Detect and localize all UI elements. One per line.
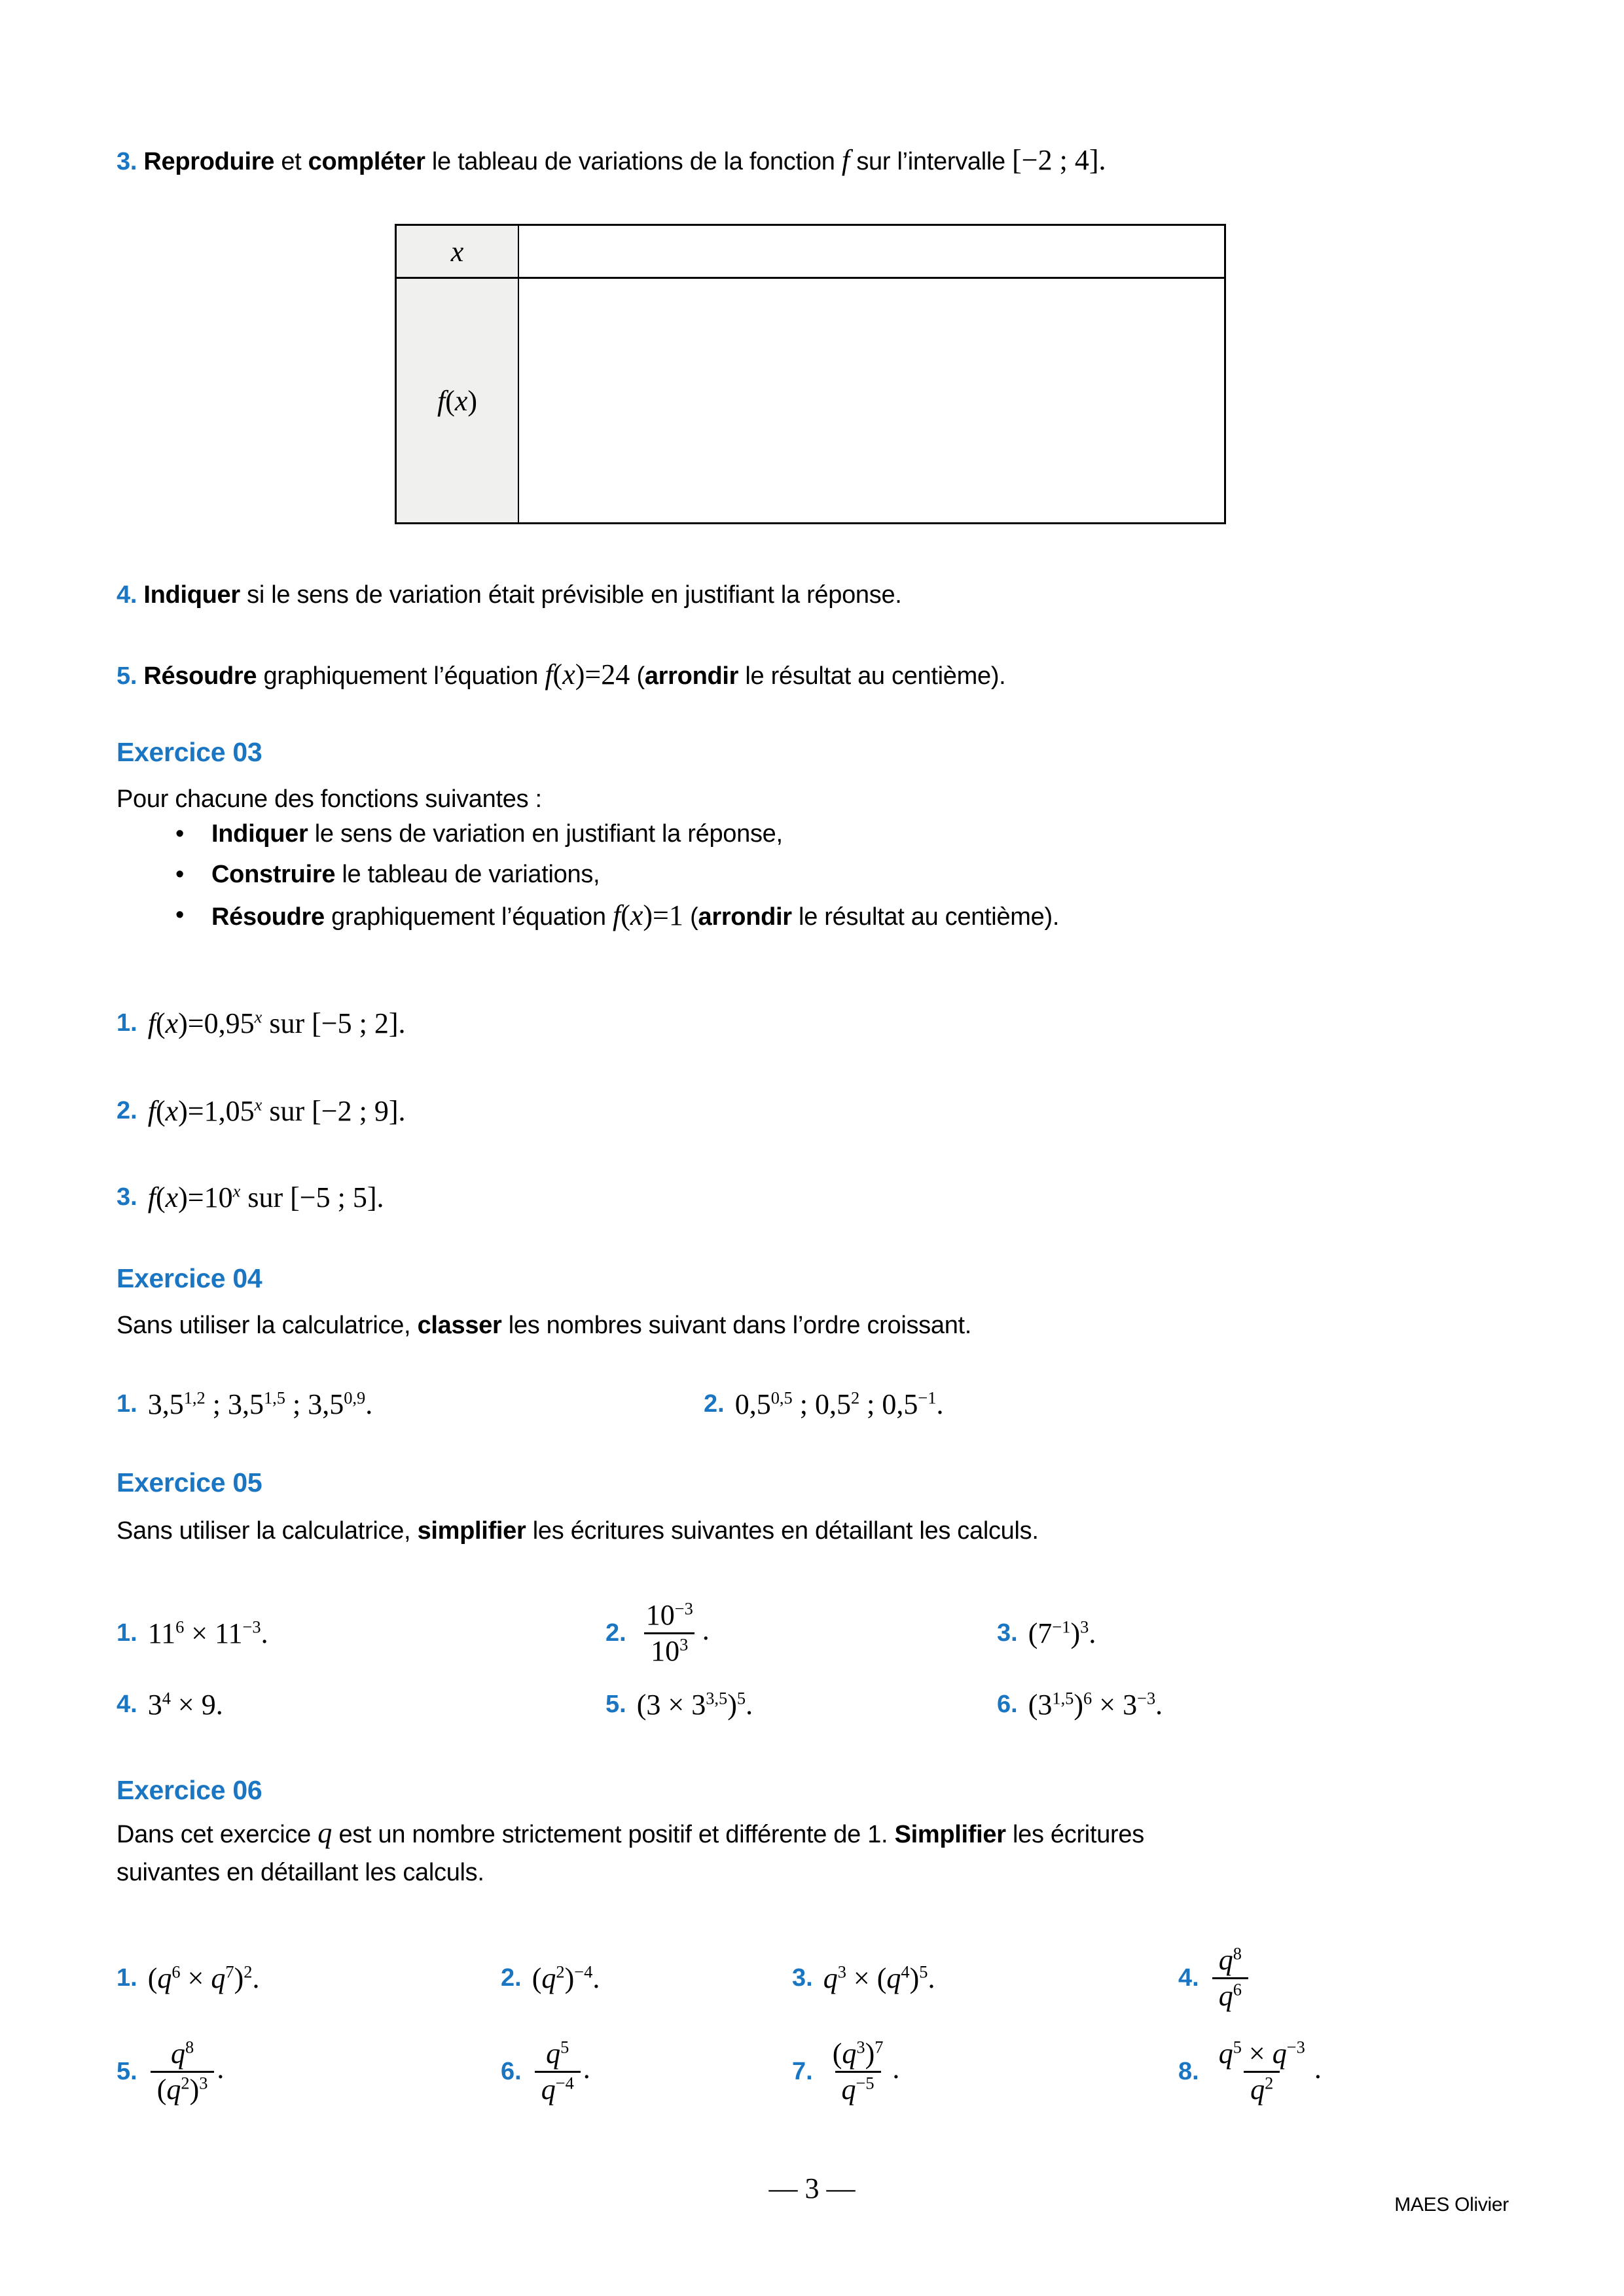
- ex05-item-3: [997, 1587, 1096, 1679]
- item-expression: $q^3 \times (q^4)^5$.: [823, 1961, 935, 1994]
- variation-table: [395, 224, 1226, 524]
- ex03-intro: Pour chacune des fonctions suivantes :: [117, 785, 542, 813]
- ex06-title: Exercice 06: [117, 1775, 262, 1805]
- table-row-fx: [397, 279, 1224, 522]
- bullet-text: • Indiquer le sens de variation en justifiant la réponse,: [211, 819, 783, 848]
- ex04-title: Exercice 04: [117, 1263, 262, 1293]
- item-number: 1.: [117, 1964, 137, 1992]
- item-number: 1.: [117, 1390, 137, 1418]
- table-fx-label: f(x): [397, 279, 519, 522]
- ex06-item-7: [792, 2026, 899, 2117]
- ex06-item-4: [1178, 1932, 1251, 2024]
- item-expression: $\frac{(q^3)^7}{q^{-5}}$ .: [832, 2037, 900, 2106]
- ex04-item-1: [117, 1382, 372, 1426]
- table-row-x: [397, 226, 1224, 279]
- item-expression: $(q^2)^{-4}$.: [532, 1961, 600, 1994]
- item-number: 4.: [117, 1690, 137, 1718]
- item-number: 1.: [117, 1619, 137, 1647]
- item-number: 3.: [997, 1619, 1018, 1647]
- ex06-item-1: [117, 1932, 259, 2024]
- item-number: 2.: [117, 1096, 137, 1124]
- ex06-desc-line2: suivantes en détaillant les calculs.: [117, 1859, 484, 1886]
- table-x-label: x: [397, 226, 519, 277]
- item-expression: $\frac{q^5}{q^{-4}}$ .: [532, 2037, 590, 2106]
- ex06-item-3: [792, 1932, 935, 2024]
- ex03-bullet-2: [175, 854, 1059, 895]
- ex03-item-2: [117, 1088, 405, 1134]
- ex05-desc: Sans utiliser la calculatrice, simplifier les écritures suivantes en détaillant les calculs.: [117, 1517, 1039, 1545]
- item-number: 2.: [501, 1964, 522, 1992]
- page-number: — 3 —: [768, 2172, 856, 2204]
- ex03-bullet-list: [175, 814, 1059, 935]
- ex04-desc: Sans utiliser la calculatrice, classer les nombres suivant dans l’ordre croissant.: [117, 1312, 972, 1339]
- item-number: 1.: [117, 1009, 137, 1037]
- ex06-desc-line1: Dans cet exercice q est un nombre strictement positif et différente de 1. Simplifier les écritures: [117, 1817, 1144, 1849]
- ex03-item-3: [117, 1174, 384, 1220]
- item-number: 8.: [1178, 2057, 1199, 2085]
- item-number: 6.: [501, 2057, 522, 2085]
- ex05-title: Exercice 05: [117, 1467, 262, 1498]
- item-number: 7.: [792, 2057, 813, 2085]
- item-number: 2.: [605, 1619, 626, 1647]
- question-5-line: 5. Résoudre graphiquement l’équation f(x)=24 (arrondir le résultat au centième).: [117, 658, 1006, 691]
- item-expression: $(q^6 \times q^7)^2$.: [147, 1961, 260, 1994]
- item-expression: $11^6 \times 11^{-3}$.: [147, 1616, 268, 1649]
- item-number: 3.: [792, 1964, 813, 1992]
- ex03-bullet-1: [175, 814, 1059, 854]
- item-number: 3.: [117, 1183, 137, 1211]
- item-expression: $(3^{1,5})^6 \times 3^{-3}$.: [1028, 1687, 1163, 1721]
- ex05-item-5: [605, 1682, 753, 1727]
- ex05-item-2: [605, 1587, 710, 1679]
- table-x-empty-cell: [519, 226, 1224, 277]
- item-number: 5.: [605, 1690, 626, 1718]
- item-expression: $\frac{q^8}{q^6}$: [1210, 1943, 1251, 2013]
- item-number: 6.: [997, 1690, 1018, 1718]
- item-expression: $(7^{-1})^3$.: [1028, 1616, 1096, 1649]
- item-expression: $(3 \times 3^{3,5})^5$.: [636, 1687, 753, 1721]
- author-credit: MAES Olivier: [1394, 2194, 1509, 2215]
- question-3-line: 3. Reproduire et compléter le tableau de variations de la fonction f sur l’intervalle [−2 ; 4].: [117, 144, 1106, 176]
- ex06-item-5: [117, 2026, 224, 2117]
- ex06-item-6: [501, 2026, 590, 2117]
- item-expression: $\frac{10^{-3}}{10^3}$ .: [637, 1598, 710, 1668]
- item-expression: 0,5$^{0,5}$ ; $0,5^2$ ; $0,5^{-1}$.: [734, 1387, 944, 1420]
- item-expression: $3^4 \times 9$.: [147, 1687, 223, 1721]
- ex03-bullet-3: [175, 895, 1059, 935]
- bullet-text: • Résoudre graphiquement l’équation f(x)=1 (arrondir le résultat au centième).: [211, 899, 1060, 931]
- item-expression: 3,5$^{1,2}$ ; 3,5$^{1,5}$ ; 3,5$^{0,9}$.: [147, 1387, 373, 1420]
- ex05-item-6: [997, 1682, 1163, 1727]
- item-expression: $f(x)=0,95^x$ sur [−5 ; 2].: [147, 1006, 406, 1039]
- ex03-title: Exercice 03: [117, 737, 262, 767]
- item-expression: $f(x)=10^x$ sur [−5 ; 5].: [147, 1180, 384, 1213]
- ex04-item-2: [704, 1382, 943, 1426]
- item-expression: $f(x)=1,05^x$ sur [−2 ; 9].: [147, 1094, 406, 1127]
- ex03-item-1: [117, 1000, 405, 1046]
- item-number: 4.: [1178, 1964, 1199, 1992]
- bullet-text: • Construire le tableau de variations,: [211, 860, 600, 888]
- ex06-item-8: [1178, 2026, 1322, 2117]
- item-number: 2.: [704, 1390, 725, 1418]
- ex05-item-4: [117, 1682, 223, 1727]
- item-expression: $\frac{q^8}{(q^2)^3}$ .: [148, 2037, 225, 2106]
- ex05-item-1: [117, 1587, 268, 1679]
- ex06-item-2: [501, 1932, 600, 2024]
- table-fx-empty-cell: [519, 279, 1224, 522]
- item-expression: $\frac{q^5 \times q^{-3}}{q^2}$ .: [1218, 2037, 1322, 2106]
- item-number: 5.: [117, 2057, 137, 2085]
- question-4-line: 4. Indiquer si le sens de variation était prévisible en justifiant la réponse.: [117, 581, 902, 609]
